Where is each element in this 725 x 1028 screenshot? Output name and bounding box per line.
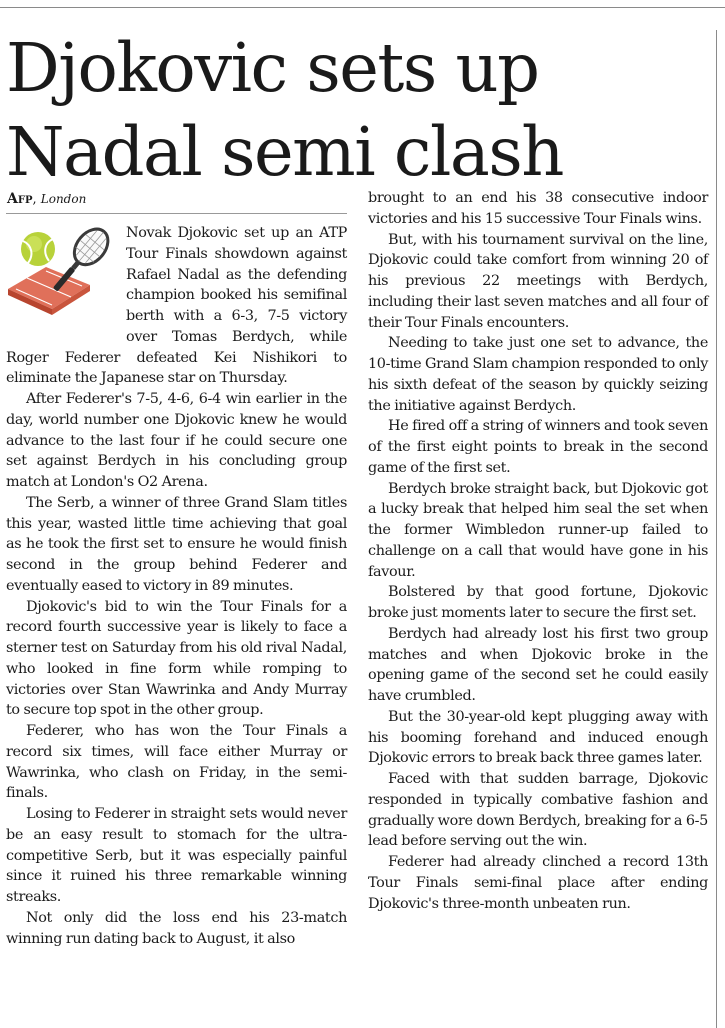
paragraph: He fired off a string of winners and took seven of the first eight points to break in the second game of the first set. xyxy=(368,418,708,476)
column-edge-rule xyxy=(716,30,717,1028)
paragraph: Federer had already clinched a record 13th Tour Finals semi-final place after ending Djokovic's three-month unbeaten run. xyxy=(368,854,708,912)
paragraph: Needing to take just one set to advance, the 10-time Grand Slam champion responded to only his sixth defeat of the season by quickly seizing the initiative against Berdych. xyxy=(368,335,708,414)
paragraph: Not only did the loss end his 23-match winning run dating back to August, it also xyxy=(6,909,347,947)
paragraph: Berdych had already lost his first two group matches and when Djokovic broke in the opening game of the second set he could easily have crumbled. xyxy=(368,625,708,704)
paragraph: But the 30-year-old kept plugging away with his booming forehand and induced enough Djokovic errors to break back three games later. xyxy=(368,708,708,767)
top-rule xyxy=(0,7,725,8)
byline: Afp, London xyxy=(7,191,87,207)
paragraph: brought to an end his 38 consecutive indoor victories and his 15 successive Tour Finals wins. xyxy=(368,190,708,227)
paragraph: After Federer's 7-5, 4-6, 6-4 win earlier in the day, world number one Djokovic knew he would advance to the last four if he could secure one set against Berdych in his concluding group match at London's O2 Arena. xyxy=(6,391,347,490)
byline-agency: Afp xyxy=(7,191,33,207)
paragraph: Losing to Federer in straight sets would never be an easy result to stomach for the ultra-competitive Serb, but it was especially painful since it ruined his three remarkable winning streaks. xyxy=(6,806,347,905)
paragraph: Faced with that sudden barrage, Djokovic responded in typically combative fashion and gradually wore down Berdych, breaking for a 6-5 lead before serving out the win. xyxy=(368,771,708,850)
paragraph: But, with his tournament survival on the line, Djokovic could take comfort from winning 20 of his previous 22 meetings with Berdych, including their last seven matches and all four of their Tour Finals encounters. xyxy=(368,231,708,331)
article-column-1 xyxy=(6,223,347,949)
headline: Djokovic sets up Nadal semi clash xyxy=(6,29,563,191)
paragraph: Bolstered by that good fortune, Djokovic broke just moments later to secure the first set. xyxy=(368,584,708,621)
paragraph: The Serb, a winner of three Grand Slam titles this year, wasted little time achieving that goal as he took the first set to ensure he would finish second in the group behind Federer and eventually eased to victory in 89 minutes. xyxy=(6,494,347,594)
paragraph: Berdych broke straight back, but Djokovic got a lucky break that helped him seal the set when the former Wimbledon runner-up failed to challenge on a call that would have gone in his favour. xyxy=(368,480,708,580)
article-column-2 xyxy=(368,188,708,914)
byline-place: London xyxy=(40,192,87,206)
byline-rule xyxy=(6,213,347,214)
tennis-racket-ball-court-icon xyxy=(6,223,118,323)
paragraph: Federer, who has won the Tour Finals a record six times, will face either Murray or Wawrinka, who clash on Friday, in the semi-finals. xyxy=(6,723,347,802)
paragraph: Novak Djokovic set up an ATP Tour Finals showdown against Rafael Nadal as the defending champion booked his semifinal berth with a 6-3, 7-5 victory over Tomas Berdych, while Roger Federer defeated Kei Nishikori to eliminate the Japanese star on Thursday. xyxy=(6,225,347,387)
paragraph: Djokovic's bid to win the Tour Finals for a record fourth successive year is likely to face a sterner test on Saturday from his old rival Nadal, who looked in fine form while romping to victories over Stan Wawrinka and Andy Murray to secure top spot in the other group. xyxy=(6,598,347,719)
